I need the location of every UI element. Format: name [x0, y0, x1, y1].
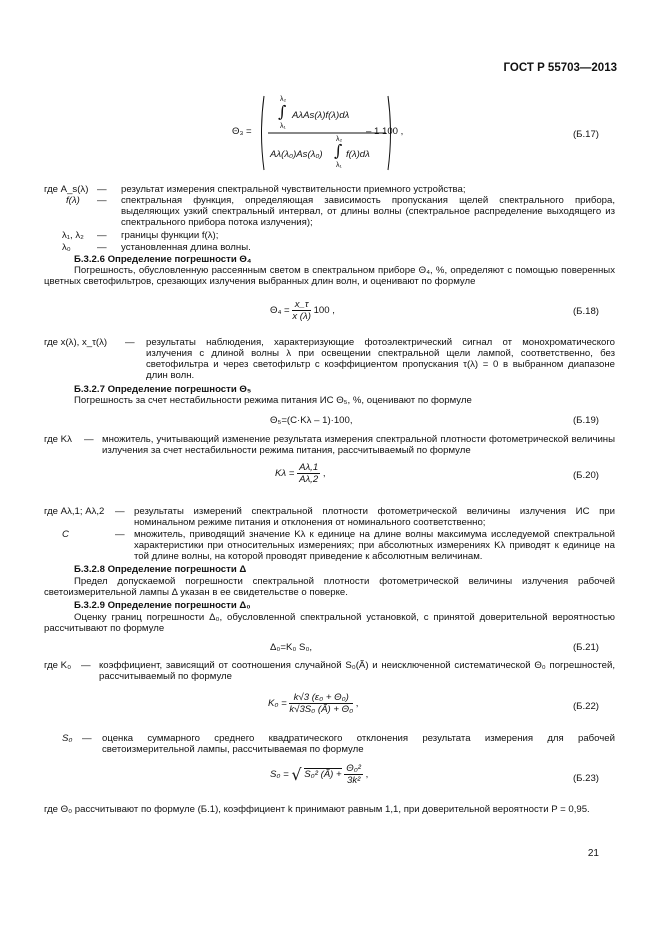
eq17-number: (Б.17): [572, 129, 599, 140]
def17-sym-2: λ₁, λ₂: [62, 230, 84, 241]
def20-sym-0: где Aλ,1; Aλ,2: [44, 506, 105, 517]
section-heading-b326: Б.3.2.6 Определение погрешности Θ₄: [74, 254, 252, 265]
eq18-den: x (λ): [292, 311, 311, 322]
eq20-number: (Б.20): [572, 470, 599, 481]
equation-b17: [232, 94, 602, 172]
eq17-int-upper: λ₂: [280, 96, 287, 103]
eq22-tail: ,: [355, 698, 359, 709]
eq21-number: (Б.21): [572, 642, 599, 653]
def17-sym-0: где A_s(λ): [44, 184, 89, 195]
eq19-text: Θ₅=(С·Kλ – 1)·100,: [270, 415, 353, 426]
section-heading-b327: Б.3.2.7 Определение погрешности Θ₅: [74, 384, 252, 395]
def17-dash-2: —: [97, 230, 107, 241]
eq17-den-int-upper: λ₂: [336, 136, 343, 143]
eq22-lhs: K₀ =: [268, 698, 287, 709]
page-number: 21: [587, 848, 599, 859]
integral-icon-2: ∫: [334, 141, 343, 160]
def17-dash-1: —: [97, 195, 107, 206]
def20-text-0: результаты измерений спектральной плотности фотометрической величины излучения ИС при номинальном режиме питания и отклонения от номинального соответственно;: [134, 506, 615, 528]
def17-dash-3: —: [97, 242, 107, 253]
def22-dash: —: [82, 733, 92, 744]
eq22-num: k√3 (ε₀ + Θ₀): [289, 692, 353, 704]
def18-dash: —: [125, 337, 135, 348]
eq22-fraction: [289, 692, 353, 715]
eq18-number: (Б.18): [572, 306, 599, 317]
def20-sym-1: С: [62, 529, 69, 540]
def17-text-1: спектральная функция, определяющая зависимость пропускания щелей спектрального прибора, выделяющих узкий спектральный интервал, от длины волны (спектральное распределение выходящего из спектрального прибора потока излучения);: [121, 195, 615, 228]
eq18-fraction: [292, 299, 311, 322]
equation-b23: [270, 763, 368, 786]
def20-dash-1: —: [115, 529, 125, 540]
eq17-numerator: AλAs(λ)f(λ)dλ: [292, 110, 350, 121]
def17-sym-3: λ₀: [62, 242, 71, 253]
section-para-b326: Погрешность, обусловленную рассеянным светом в спектральном приборе Θ₄, %, определяют с помощью поверенных цветных светофильтров, срезающих излучения выбранных длин волн, и оценивают по формуле: [44, 265, 615, 287]
def19-text: множитель, учитывающий изменение результата измерения спектральной плотности фотометрической величины излучения за счет нестабильности режима питания, рассчитываемый по формуле: [102, 434, 615, 456]
def20-text-1: множитель, приводящий значение Kλ к единице на длине волны максимума исследуемой спектральной характеристики при относительных измерениях; при абсолютных измерениях Kλ приводят к единице на той длине волны, на которой проводят приведение к абсолютным величинам.: [134, 529, 615, 562]
section-heading-b328: Б.3.2.8 Определение погрешности Δ: [74, 564, 247, 575]
eq23-den: 3k²: [346, 775, 361, 786]
def17-text-0: результат измерения спектральной чувствительности приемного устройства;: [121, 184, 466, 195]
eq23-tail: ,: [365, 769, 369, 780]
eq20-tail: ,: [322, 468, 326, 479]
eq20-num: Aλ,1: [299, 462, 319, 473]
eq18-tail: 100 ,: [313, 305, 335, 316]
eq20-den: Aλ,2: [299, 474, 319, 485]
def17-text-2: границы функции f(λ);: [121, 230, 219, 241]
section-para-b327: Погрешность за счет нестабильности режима питания ИС Θ₅, %, оценивают по формуле: [74, 395, 472, 406]
eq23-number: (Б.23): [572, 773, 599, 784]
eq21-text: Δ₀=K₀ S₀,: [270, 642, 313, 653]
eq23-fraction: [344, 763, 363, 786]
def17-text-3: установленная длина волны.: [121, 242, 251, 253]
def17-sym-1: f(λ): [66, 195, 80, 206]
eq22-number: (Б.22): [572, 701, 599, 712]
eq22-den: k√3S₀ (Ã) + Θ₀: [289, 704, 354, 715]
def22-text: оценка суммарного среднего квадратического отклонения результата измерения для рабочей светоизмерительной лампы, рассчитываемая по формуле: [102, 733, 615, 755]
def19-sym: где Kλ: [44, 434, 72, 445]
eq23-lhs: S₀ =: [270, 769, 289, 780]
eq17-denominator: Aλ(λ₀)As(λ₀): [270, 149, 323, 160]
eq19-number: (Б.19): [572, 415, 599, 426]
def20-dash-0: —: [115, 506, 125, 517]
section-para-b328: Предел допускаемой погрешности спектральной плотности фотометрической величины излучения рабочей светоизмерительной лампы Δ указан в ее свидетельстве о поверке.: [44, 576, 615, 598]
integral-icon: ∫: [278, 102, 287, 121]
eq20-lhs: Kλ =: [275, 468, 295, 479]
section-para-b329: Оценку границ погрешности Δ₀, обусловленной спектральной установкой, с принятой доверительной вероятностью рассчитывают по формуле: [44, 612, 615, 634]
eq17-den-int-lower: λ₁: [336, 162, 342, 169]
equation-b20: [275, 462, 326, 485]
eq18-lhs: Θ₄ =: [270, 305, 290, 316]
final-note: где Θ₀ рассчитывают по формуле (Б.1), коэффициент k принимают равным 1,1, при доверительной вероятности P = 0,95.: [44, 804, 590, 815]
document-code: ГОСТ Р 55703—2013: [503, 62, 617, 74]
sqrt-icon: √: [291, 765, 302, 784]
eq17-int-lower: λ₁: [280, 123, 286, 130]
eq17-den-integrand: f(λ)dλ: [346, 149, 370, 160]
def18-text: результаты наблюдения, характеризующие фотоэлектрический сигнал от монохроматического излучения с длиной волны λ при освещении спектральной щели лампой, соответственно, без светофильтра и через светофильтр с коэффициентом пропускания τ(λ) = 0 в выбранном диапазоне длин волн.: [146, 337, 615, 381]
equation-b22: [268, 692, 358, 715]
def21-dash: —: [81, 660, 91, 671]
eq20-fraction: [297, 462, 320, 485]
def21-sym: где K₀: [44, 660, 72, 671]
def21-text: коэффициент, зависящий от соотношения случайной S₀(Ã) и неисключенной систематической Θ₀ погрешностей, рассчитываемый по формуле: [99, 660, 615, 682]
def18-sym: где x(λ), x_τ(λ): [44, 337, 108, 348]
eq18-num: x_τ: [292, 299, 311, 311]
def19-dash: —: [84, 434, 94, 445]
eq23-num: Θ₀²: [346, 763, 361, 774]
def17-dash-0: —: [97, 184, 107, 195]
eq23-root: S₀² (Ã) +: [304, 769, 342, 780]
equation-b18: [270, 299, 335, 322]
section-heading-b329: Б.3.2.9 Определение погрешности Δ₀: [74, 600, 251, 611]
eq17-lhs: Θ₃ =: [232, 126, 252, 137]
eq17-tail: – 1 100 ,: [366, 126, 404, 137]
def22-sym: S₀: [62, 733, 73, 744]
